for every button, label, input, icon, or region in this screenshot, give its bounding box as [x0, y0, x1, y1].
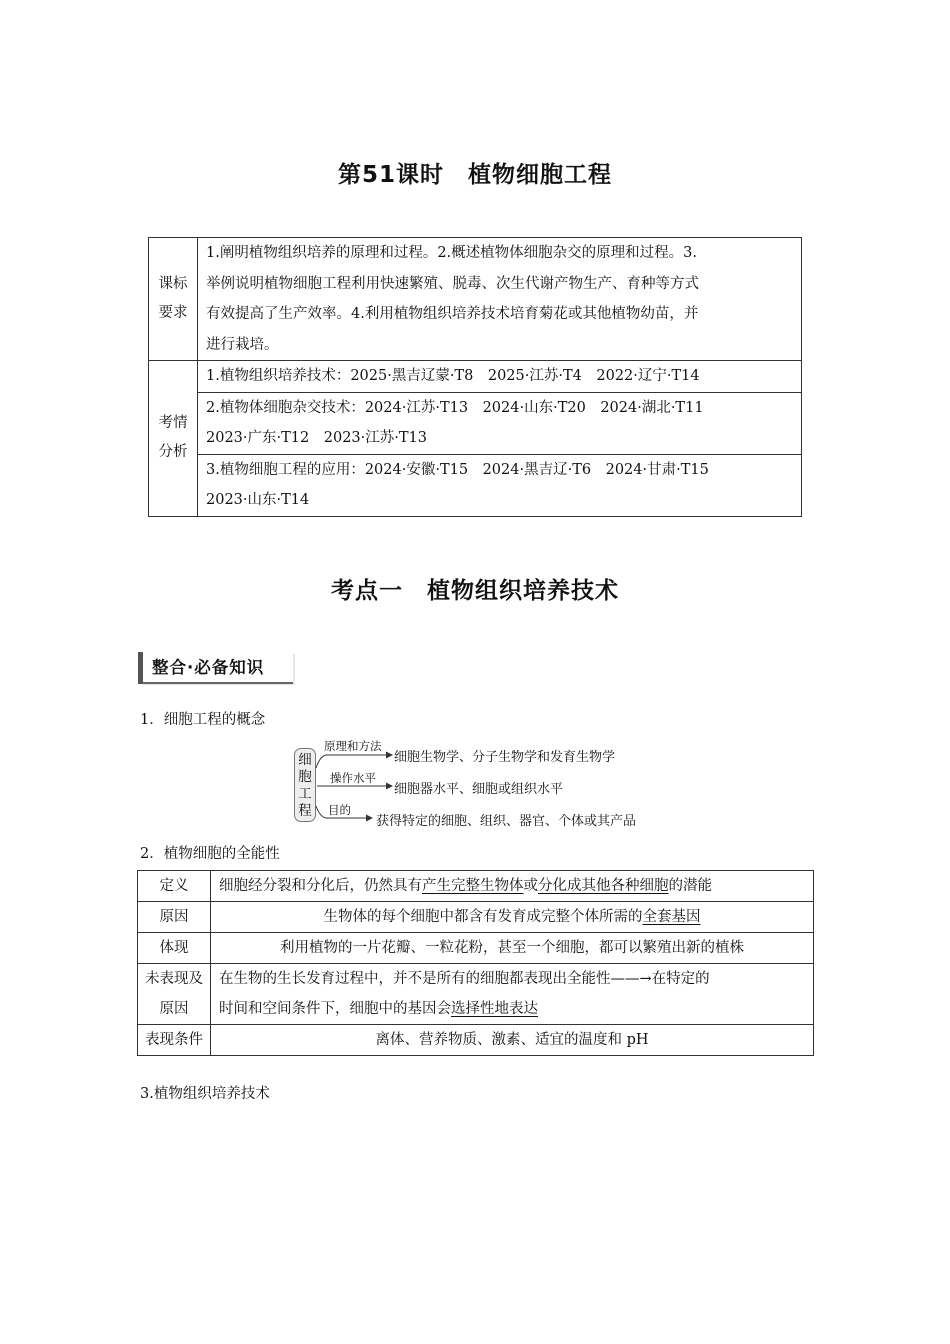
exam-line: 3.植物细胞工程的应用：2024·安徽·T15 2024·黑吉辽·T6 2024·甘肃·T15 — [206, 461, 709, 478]
exam-row — [198, 392, 802, 454]
underlined-answer: 产生完整生物体 — [422, 878, 524, 894]
unexpressed-cell — [211, 964, 814, 1025]
table-row — [149, 238, 802, 361]
text: 或 — [523, 878, 538, 894]
page-title: 第51课时 植物细胞工程 — [337, 162, 612, 188]
exam-line: 2023·山东·T14 — [206, 492, 310, 508]
underlined-answer: 分化成其他各种细胞 — [538, 878, 669, 894]
row-head: 体现 — [138, 933, 211, 964]
table-row — [149, 392, 802, 454]
branch-result: 细胞生物学、分子生物学和发育生物学 — [394, 750, 616, 765]
exam-line: 2023·广东·T12 2023·江苏·T13 — [206, 430, 427, 446]
exam-line: 1.植物组织培养技术：2025·黑吉辽蒙·T8 2025·江苏·T4 2022·辽宁·T14 — [206, 368, 700, 384]
course-req-content — [198, 238, 802, 361]
section-title: 考点一 植物组织培养技术 — [331, 578, 619, 604]
branch-label: 目的 — [328, 803, 351, 817]
branch-label: 操作水平 — [330, 771, 376, 785]
underlined-answer: 全套基因 — [642, 909, 701, 925]
conditions-cell: 离体、营养物质、激素、适宜的温度和 pH — [211, 1025, 814, 1056]
text: 细胞经分裂和分化后，仍然具有 — [219, 878, 422, 894]
table-row — [149, 454, 802, 516]
item3-heading: 3.植物组织培养技术 — [140, 1086, 270, 1102]
banner-text: 整合·必备知识 — [152, 658, 265, 677]
row-head-text: 未表现及原因 — [145, 971, 203, 1017]
text: 生物体的每个细胞中都含有发育成完整个体所需的 — [323, 909, 643, 925]
item2-heading: 2．植物细胞的全能性 — [140, 846, 280, 862]
course-req-line: 举例说明植物细胞工程利用快速繁殖、脱毒、次生代谢产物生产、育种等方式 — [206, 275, 699, 292]
arrow-1 — [316, 755, 392, 768]
text: 的潜能 — [668, 878, 712, 894]
definition-cell — [211, 871, 814, 902]
course-req-line: 进行栽培。 — [206, 336, 279, 353]
table-row — [138, 964, 814, 1025]
knowledge-banner — [138, 650, 298, 686]
underlined-answer: 选择性地表达 — [451, 1001, 538, 1017]
cell-engineering-diagram — [290, 738, 670, 830]
exam-row — [198, 454, 802, 516]
course-req-line: 有效提高了生产效率。4.利用植物组织培养技术培育菊花或其他植物幼苗，并 — [206, 306, 699, 322]
exam-label — [149, 361, 198, 517]
course-req-label — [149, 238, 198, 361]
table-row — [149, 361, 802, 393]
table-row — [138, 1025, 814, 1056]
text-line — [219, 994, 805, 1024]
row-head: 表现条件 — [138, 1025, 211, 1056]
totipotency-table — [137, 870, 814, 1056]
branch-result: 获得特定的细胞、组织、器官、个体或其产品 — [376, 814, 637, 829]
exam-row — [198, 361, 802, 393]
exam-line: 2.植物体细胞杂交技术：2024·江苏·T13 2024·山东·T20 2024·湖北·T11 — [206, 399, 704, 416]
table-row — [138, 871, 814, 902]
cause-cell — [211, 902, 814, 933]
text: 时间和空间条件下，细胞中的基因会 — [219, 1001, 451, 1017]
course-req-line: 1.阐明植物组织培养的原理和过程。2.概述植物体细胞杂交的原理和过程。3. — [206, 245, 698, 261]
row-head — [138, 964, 211, 1025]
table-row — [138, 902, 814, 933]
branch-label: 原理和方法 — [324, 739, 382, 753]
manifest-cell: 利用植物的一片花瓣、一粒花粉，甚至一个细胞，都可以繁殖出新的植株 — [211, 933, 814, 964]
row-head: 定义 — [138, 871, 211, 902]
exam-label-text: 考情分析 — [158, 415, 188, 461]
course-req-label-text: 课标要求 — [158, 276, 188, 321]
text-line: 在生物的生长发育过程中，并不是所有的细胞都表现出全能性——→在特定的 — [219, 971, 710, 987]
diagram-box-text: 细胞工程 — [298, 752, 312, 819]
row-head: 原因 — [138, 902, 211, 933]
table-row — [138, 933, 814, 964]
requirements-table — [148, 237, 802, 517]
branch-result: 细胞器水平、细胞或组织水平 — [394, 782, 564, 797]
item1-heading: 1．细胞工程的概念 — [140, 712, 266, 728]
